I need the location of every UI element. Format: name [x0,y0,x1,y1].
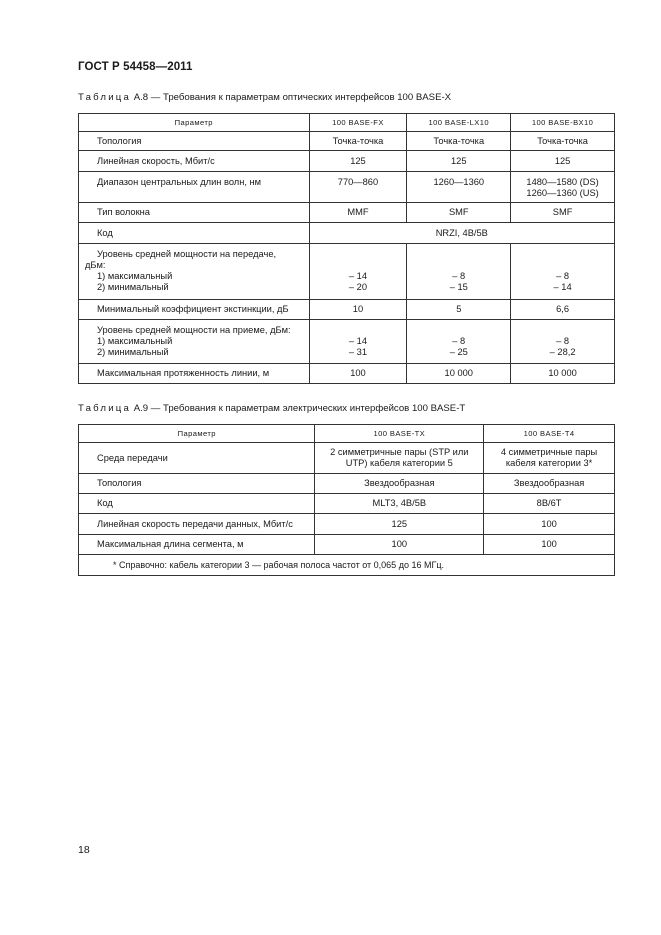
cell-line: – 28,2 [549,347,576,357]
page-number: 18 [78,844,90,856]
cell-line: – 8 [452,336,466,346]
table-a9 [78,424,615,576]
table-row [79,535,615,555]
cell-line: дБм: [85,260,106,270]
cell-line: 2) минимальный [97,282,169,292]
caption-prefix: Таблица [78,403,132,414]
table-cell: 100 [484,514,615,535]
table-cell [511,172,615,203]
footnote: * Справочно: кабель категории 3 — рабочая полоса частот от 0,065 до 16 МГц. [79,555,615,576]
table-row [79,203,615,223]
table-a8-caption [78,92,451,103]
table-cell: SMF [511,203,615,223]
cell-line: – 14 [348,271,368,281]
cell-line: – 14 [553,282,572,292]
table-cell [511,244,615,300]
cell-line: – 25 [449,347,468,357]
table-cell [309,320,407,364]
table-cell: 10 [309,300,407,320]
row-label [79,244,310,300]
cell-line: UTP) кабеля категории 5 [345,458,453,468]
row-label: Тип волокна [79,203,310,223]
column-header: 100 BASE-TX [315,425,484,443]
table-row [79,474,615,494]
table-row [79,364,615,384]
table-a8 [78,113,615,384]
table-cell: 125 [407,151,511,172]
row-label: Топология [79,132,310,151]
cell-line: Уровень средней мощности на передаче, [97,249,277,259]
caption-text: А.9 — Требования к параметрам электрических интерфейсов 100 BASE-T [133,403,466,414]
table-cell [407,320,511,364]
cell-line: – 8 [556,336,570,346]
row-label: Максимальная протяженность линии, м [79,364,310,384]
table-row [79,514,615,535]
column-header: 100 BASE-BX10 [511,114,615,132]
cell-line: 1) максимальный [97,271,173,281]
column-header: 100 BASE-FX [309,114,407,132]
table-row [79,244,615,300]
table-cell: 770—860 [309,172,407,203]
table-cell [511,320,615,364]
table-row [79,172,615,203]
table-cell [484,443,615,474]
caption-prefix: Таблица [78,92,132,103]
table-cell: 125 [511,151,615,172]
row-label [79,320,310,364]
table-cell: 6,6 [511,300,615,320]
table-row [79,443,615,474]
table-cell: 1260—1360 [407,172,511,203]
table-cell: MMF [309,203,407,223]
cell-line: кабеля категории 3* [505,458,593,468]
row-label: Код [79,494,315,514]
table-cell: 10 000 [511,364,615,384]
cell-line: 2 симметричные пары (STP или [330,447,469,457]
table-cell: 10 000 [407,364,511,384]
cell-line: 1260—1360 (US) [526,188,599,198]
table-cell: SMF [407,203,511,223]
cell-line: – 15 [449,282,468,292]
row-label: Диапазон центральных длин волн, нм [79,172,310,203]
document-code: ГОСТ Р 54458—2011 [78,61,193,73]
row-label: Линейная скорость, Мбит/с [79,151,310,172]
cell-line: – 8 [452,271,466,281]
table-header-row [79,425,615,443]
table-cell: 8B/6T [484,494,615,514]
column-header: 100 BASE-T4 [484,425,615,443]
cell-line: Уровень средней мощности на приеме, дБм: [97,325,291,335]
row-label: Максимальная длина сегмента, м [79,535,315,555]
table-cell: Точка-точка [511,132,615,151]
cell-line: – 31 [348,347,368,357]
table-cell: Точка-точка [407,132,511,151]
table-cell: 5 [407,300,511,320]
table-cell [315,443,484,474]
table-cell: NRZI, 4B/5B [309,223,614,244]
caption-text: А.8 — Требования к параметрам оптических интерфейсов 100 BASE-X [133,92,452,103]
column-header: Параметр [79,114,310,132]
table-cell [407,244,511,300]
cell-line: 2) минимальный [97,347,169,357]
row-label: Минимальный коэффициент экстинкции, дБ [79,300,310,320]
table-row [79,494,615,514]
cell-line: 4 симметричные пары [500,447,598,457]
table-cell: 125 [315,514,484,535]
table-cell: 100 [309,364,407,384]
table-cell: 125 [309,151,407,172]
cell-line: 1480—1580 (DS) [526,177,599,187]
table-row [79,223,615,244]
table-row [79,132,615,151]
column-header: Параметр [79,425,315,443]
table-row [79,151,615,172]
row-label: Топология [79,474,315,494]
table-cell: MLT3, 4B/5B [315,494,484,514]
column-header: 100 BASE-LX10 [407,114,511,132]
row-label: Среда передачи [79,443,315,474]
table-cell: Звездообразная [315,474,484,494]
row-label: Код [79,223,310,244]
table-row [79,300,615,320]
table-cell: Звездообразная [484,474,615,494]
cell-line: – 14 [348,336,368,346]
table-cell: 100 [315,535,484,555]
cell-line: – 8 [556,271,570,281]
table-header-row [79,114,615,132]
cell-line: – 20 [348,282,368,292]
cell-line: 1) максимальный [97,336,173,346]
table-cell: 100 [484,535,615,555]
table-cell: Точка-точка [309,132,407,151]
table-row [79,320,615,364]
table-cell [309,244,407,300]
row-label: Линейная скорость передачи данных, Мбит/с [79,514,315,535]
table-a9-caption [78,403,465,414]
footnote-row [79,555,615,576]
